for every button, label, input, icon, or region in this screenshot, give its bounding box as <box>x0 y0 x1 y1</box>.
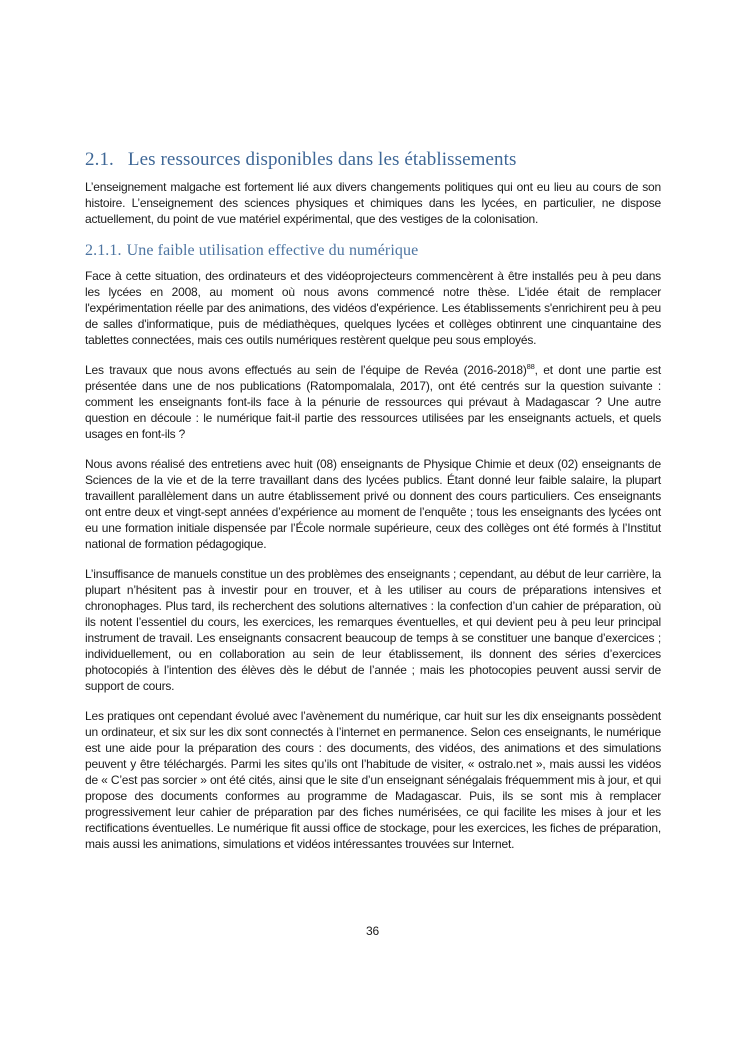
section-title: Les ressources disponibles dans les établissements <box>127 149 517 170</box>
page-number: 36 <box>366 924 379 938</box>
section-number: 2.1. <box>85 149 114 170</box>
paragraph-revea-research <box>85 362 661 442</box>
subsection-heading <box>85 241 661 261</box>
paragraph-interviews: Nous avons réalisé des entretiens avec huit (08) enseignants de Physique Chimie et deux (02) enseignants de Sciences de la vie et de la terre travaillant dans des lycées publics. Étant donné leur faible salaire, la plupart travaillent parallèlement dans un autre établissement privé ou donnent des cours particuliers. Ces enseignants ont entre deux et vingt-sept années d’expérience au moment de l’enquête ; tous les enseignants des lycées ont eu une formation initiale dispensée par l’École normale supérieure, ceux des collèges ont été formés à l’Institut national de formation pédagogique. <box>85 457 661 551</box>
page-content <box>85 148 661 866</box>
paragraph-digital-practices: Les pratiques ont cependant évolué avec l’avènement du numérique, car huit sur les dix enseignants possèdent un ordinateur, et six sur les dix sont connectés à l’internet en permanence. Selon ces enseignants, le numérique est une aide pour la préparation des cours : des documents, des vidéos, des animations et des simulations peuvent y être téléchargés. Parmi les sites qu’ils ont l’habitude de visiter, « ostralo.net », mais aussi les vidéos de « C’est pas sorcier » ont été cités, ainsi que le site d’un enseignant sénégalais fréquemment mis à jour, et qui propose des documents conformes au programme de Madagascar. Puis, ils se sont mis à remplacer progressivement leur cahier de préparation par des fiches numérisées, ce qui facilite les mises à jour et les rectifications éventuelles. Le numérique fit aussi office de stockage, pour les exercices, les fiches de préparation, mais aussi les animations, simulations et vidéos intéressantes trouvées sur Internet. <box>85 709 661 851</box>
paragraph-intro: L’enseignement malgache est fortement lié aux divers changements politiques qui ont eu lieu au cours de son histoire. L’enseignement des sciences physiques et chimiques dans les lycées, en particulier, ne dispose actuellement, du point de vue matériel expérimental, que des vestiges de la colonisation. <box>85 180 661 226</box>
paragraph-digital-installation: Face à cette situation, des ordinateurs et des vidéoprojecteurs commencèrent à être installés peu à peu dans les lycées en 2008, au moment où nous avons commencé notre thèse. L'idée était de remplacer l'expérimentation réelle par des animations, des vidéos d'expérience. Les établissements s'enrichirent peu à peu de salles d'informatique, puis de médiathèques, quelques lycées et collèges obtinrent une cinquantaine des tablettes connectées, mais ces outils numériques restèrent quelque peu sous employés. <box>85 269 661 347</box>
paragraph-text-before-footnote: Les travaux que nous avons effectués au sein de l’équipe de Revéa (2016-2018) <box>85 363 527 377</box>
paragraph-text-after-footnote: , et dont une partie est présentée dans une de nos publications (Ratompomalala, 2017), ont été centrés sur la question suivante : comment les enseignants font-ils face à la pénurie de ressources qui prévaut à Madagascar ? Une autre question en découle : le numérique fait-il partie des ressources utilisées par les enseignants actuels, et quels usages en font-ils ? <box>85 363 661 441</box>
footnote-reference: 88 <box>526 362 535 371</box>
subsection-title: Une faible utilisation effective du numérique <box>126 242 419 259</box>
paragraph-manuals: L’insuffisance de manuels constitue un des problèmes des enseignants ; cependant, au début de leur carrière, la plupart n’hésitent pas à investir pour en trouver, et à les utiliser au cours de préparations intensives et chronophages. Plus tard, ils recherchent des solutions alternatives : la confection d’un cahier de préparation, où ils notent l’essentiel du cours, les exercices, les remarques éventuelles, et qui devient peu à peu leur principal instrument de travail. Les enseignants consacrent beaucoup de temps à se constituer une banque d’exercices ; individuellement, ou en collaboration au sein de leur établissement, ils donnent des séries d’exercices photocopiés à l’intention des élèves dès le début de l’année ; mais les photocopies peuvent aussi servir de support de cours. <box>85 567 661 693</box>
section-heading <box>85 148 661 172</box>
subsection-number: 2.1.1. <box>85 242 122 259</box>
